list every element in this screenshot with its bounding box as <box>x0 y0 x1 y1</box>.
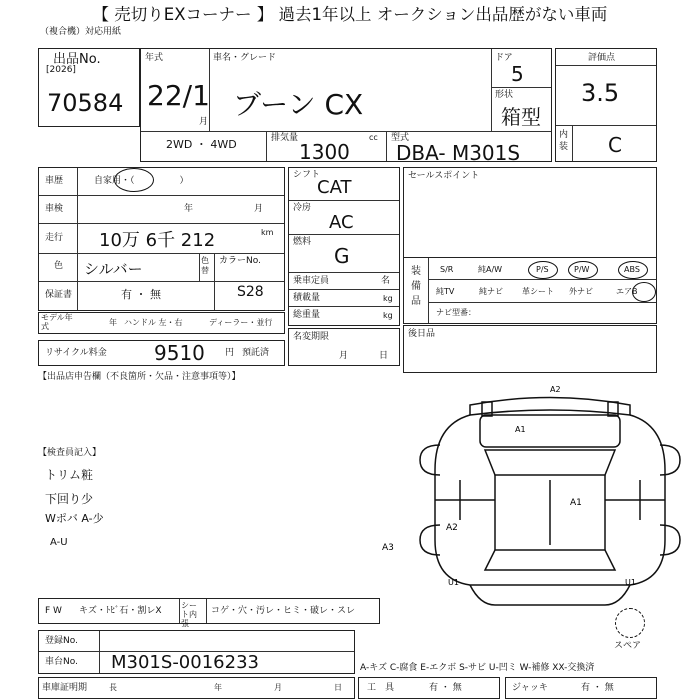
equip-r1-3: P/W <box>574 265 590 274</box>
mark-u1-right: U1 <box>625 578 636 587</box>
history-label: 車歴 <box>45 176 64 186</box>
page-title: 【 売切りEXコーナー 】 過去1年以上 オークション出品歴がない車両 <box>92 5 608 24</box>
damage-legend: A-キズ C-腐食 E-エクボ S-サビ U-凹ミ W-補修 XX-交換済 <box>360 663 595 673</box>
recycle-box <box>38 340 285 366</box>
mileage-value: 10万 6千 212 <box>99 230 216 251</box>
handle-label: ハンドル 左・右 <box>124 318 183 327</box>
equip-r1-4: ABS <box>624 265 640 274</box>
mark-a2-left: A2 <box>446 523 458 533</box>
registration-label: 登録No. <box>45 636 78 646</box>
warranty-options: 有 ・ 無 <box>121 288 161 301</box>
name-change-month: 月 <box>339 351 349 361</box>
name-label: 車名・グレード <box>213 53 277 63</box>
displacement-label: 排気量 <box>271 133 299 143</box>
spare-label: スペア <box>614 641 642 651</box>
registration-box <box>38 630 355 674</box>
form-subtitle: （複合機）対応用紙 <box>40 27 122 37</box>
equip-label: 装備品 <box>411 266 421 307</box>
history-options: 自家用・（ ） <box>94 176 189 186</box>
jack-label: ジャッキ <box>512 683 548 693</box>
recycle-label: リサイクル料金 <box>45 348 107 358</box>
inspector-label: 【検査員記入】 <box>38 448 102 458</box>
inspector-note-3: A-U <box>50 537 68 548</box>
name-change-box <box>288 328 400 366</box>
equip-r2-0: 純TV <box>436 287 455 296</box>
equipment-box <box>403 257 657 324</box>
color-value: シルバー <box>84 260 143 278</box>
equip-r1-0: S/R <box>440 265 454 274</box>
equip-r2-4: エアB <box>616 287 638 296</box>
ac-label: 冷房 <box>293 203 312 213</box>
model-year-year: 年 <box>109 318 117 327</box>
name-change-label: 名変期限 <box>293 332 330 342</box>
capacity-unit: 名 <box>381 276 391 286</box>
inspector-note-1: 下回り少 <box>45 492 94 506</box>
equip-r1-1: 純A/W <box>478 265 503 274</box>
mark-a2-top: A2 <box>550 385 561 394</box>
shift-box <box>288 167 400 326</box>
score-value: 3.5 <box>581 79 620 107</box>
warranty-label: 保証書 <box>45 290 73 300</box>
year-value: 22/1 <box>147 79 210 112</box>
mileage-unit: km <box>261 228 274 237</box>
fuel-label: 燃料 <box>293 237 312 247</box>
navi-label: ナビ型番： <box>436 308 476 317</box>
cert-day: 日 <box>334 683 342 692</box>
inspection-label: 車検 <box>45 204 64 214</box>
fw-text2: コゲ・穴・汚レ・ヒミ・破レ・スレ <box>211 606 356 616</box>
model-year-label: モデル年式 <box>41 313 73 331</box>
sales-box <box>403 167 657 259</box>
recycle-unit: 円 <box>225 348 235 358</box>
displacement-value: 1300 <box>299 140 350 164</box>
year-label: 年式 <box>145 53 164 63</box>
colorno-label: カラーNo. <box>219 256 261 266</box>
mark-a1-right: A1 <box>570 498 582 508</box>
jack-options: 有 ・ 無 <box>581 683 614 693</box>
dealer-label: ディーラー・並行 <box>209 318 273 327</box>
capacity-label: 乗車定員 <box>293 276 330 286</box>
load-label: 積載量 <box>293 293 321 303</box>
ac-value: AC <box>329 212 354 233</box>
lot-small: [2026] <box>46 65 76 75</box>
displacement-unit: cc <box>369 133 378 142</box>
equip-r2-2: 革シート <box>522 287 554 296</box>
recycle-value: 9510 <box>154 341 205 365</box>
history-box <box>38 167 285 311</box>
name-value: ブーン CX <box>233 88 364 121</box>
equip-r2-1: 純ナビ <box>479 287 503 296</box>
score-label: 評価点 <box>588 53 616 63</box>
mileage-label: 走行 <box>45 233 64 243</box>
fw-label: F W <box>45 606 62 616</box>
mark-a3: A3 <box>382 543 394 553</box>
shift-value: CAT <box>317 177 352 198</box>
model-year-box <box>38 312 285 334</box>
jack-box <box>505 677 657 699</box>
paint-label: 色替 <box>201 256 209 275</box>
cert-year: 年 <box>214 683 222 692</box>
model-label: 型式 <box>391 133 410 143</box>
cert-month: 月 <box>274 683 282 692</box>
interior-label: 内装 <box>559 130 569 152</box>
year-month-label: 月 <box>199 117 209 127</box>
inspector-note-2: Wポバ A-少 <box>45 512 104 525</box>
weight-label: 総重量 <box>293 310 321 320</box>
mark-a1-front: A1 <box>515 425 526 434</box>
cert-label: 車庫証明期 <box>42 683 88 693</box>
fw-text: キズ・ﾄﾋﾞ石・割レX <box>79 606 162 616</box>
inspection-year: 年 <box>184 204 194 214</box>
lot-label: 出品No. <box>53 52 101 67</box>
shape-label: 形状 <box>495 90 514 100</box>
name-change-day: 日 <box>379 351 389 361</box>
tools-label: 工 具 <box>367 683 395 693</box>
equip-r2-3: 外ナビ <box>569 287 593 296</box>
door-label: ドア <box>495 53 513 63</box>
later-day-label: 後日品 <box>408 329 436 339</box>
car-diagram <box>382 380 700 620</box>
inspector-note-0: トリム粧 <box>45 468 94 482</box>
chassis-value: M301S-0016233 <box>111 652 259 673</box>
lot-box <box>38 48 140 127</box>
interior-value: C <box>608 133 622 157</box>
fuel-value: G <box>334 244 350 268</box>
shift-label: シフト <box>293 170 321 180</box>
equip-r1-2: P/S <box>536 265 549 274</box>
model-value: DBA- M301S <box>396 141 521 165</box>
declaration-label: 【出品店申告欄（不良箇所・欠品・注意事項等）】 <box>38 372 241 382</box>
chassis-label: 車台No. <box>45 657 78 667</box>
cert-left: 長 <box>109 683 117 692</box>
tools-options: 有 ・ 無 <box>429 683 462 693</box>
shape-value: 箱型 <box>501 105 541 129</box>
sheet-label: シート内張 <box>181 601 197 628</box>
drive-label: 2WD ・ 4WD <box>166 138 237 151</box>
door-value: 5 <box>511 62 524 86</box>
colorno-value: S28 <box>237 284 264 300</box>
load-unit: kg <box>383 294 393 303</box>
cert-box <box>38 677 355 699</box>
sales-label: セールスポイント <box>408 171 480 181</box>
mark-u1-left: U1 <box>448 578 459 587</box>
recycle-note: 預託済 <box>242 348 270 358</box>
lot-number: 70584 <box>47 89 124 117</box>
inspection-month: 月 <box>254 204 264 214</box>
weight-unit: kg <box>383 311 393 320</box>
spare-tire-icon <box>615 608 645 638</box>
color-label: 色 <box>54 261 64 271</box>
later-day-box <box>403 325 657 373</box>
fw-box <box>38 598 380 628</box>
score-box <box>555 48 657 162</box>
tools-box <box>358 677 500 699</box>
main-box <box>140 48 552 165</box>
